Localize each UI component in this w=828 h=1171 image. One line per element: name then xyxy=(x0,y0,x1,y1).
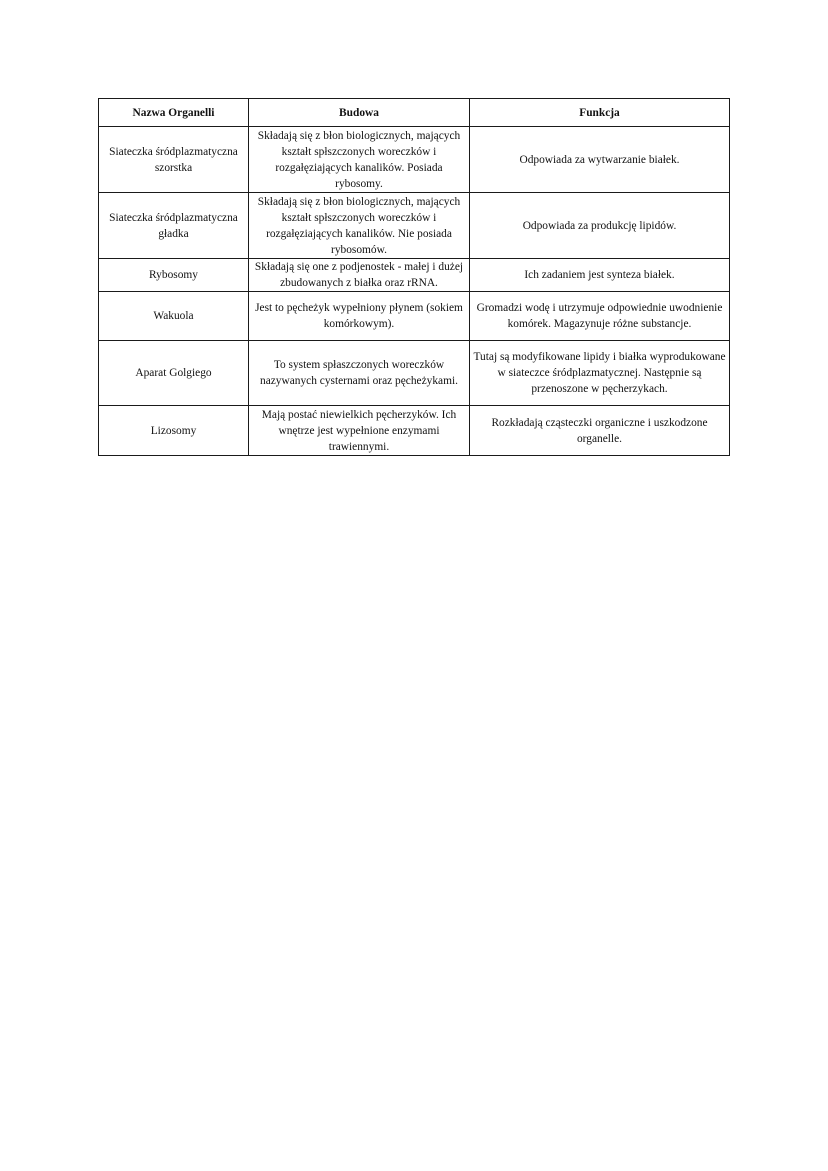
header-structure: Budowa xyxy=(249,99,470,127)
cell-structure: Składają się z błon biologicznych, mających kształt spłszczonych woreczków i rozgałęziających kanalików. Posiada rybosomy. xyxy=(249,127,470,193)
cell-organelle-name: Rybosomy xyxy=(99,259,249,292)
table-row xyxy=(99,193,730,259)
cell-function: Ich zadaniem jest synteza białek. xyxy=(470,259,730,292)
cell-organelle-name: Siateczka śródplazmatyczna gładka xyxy=(99,193,249,259)
cell-structure: Jest to pęcheżyk wypełniony płynem (sokiem komórkowym). xyxy=(249,292,470,341)
cell-function: Gromadzi wodę i utrzymuje odpowiednie uwodnienie komórek. Magazynuje różne substancje. xyxy=(470,292,730,341)
table-row xyxy=(99,341,730,406)
table-row xyxy=(99,259,730,292)
cell-function: Odpowiada za wytwarzanie białek. xyxy=(470,127,730,193)
cell-organelle-name: Siateczka śródplazmatyczna szorstka xyxy=(99,127,249,193)
cell-organelle-name: Aparat Golgiego xyxy=(99,341,249,406)
cell-structure: Składają się one z podjenostek - małej i dużej zbudowanych z białka oraz rRNA. xyxy=(249,259,470,292)
table-header-row xyxy=(99,99,730,127)
table-row xyxy=(99,406,730,456)
cell-organelle-name: Wakuola xyxy=(99,292,249,341)
cell-function: Tutaj są modyfikowane lipidy i białka wyprodukowane w siateczce śródplazmatycznej. Następnie są przenoszone w pęcherzykach. xyxy=(470,341,730,406)
header-name: Nazwa Organelli xyxy=(99,99,249,127)
cell-structure: To system spłaszczonych woreczków nazywanych cysternami oraz pęcheżykami. xyxy=(249,341,470,406)
table-row xyxy=(99,127,730,193)
cell-organelle-name: Lizosomy xyxy=(99,406,249,456)
cell-function: Rozkładają cząsteczki organiczne i uszkodzone organelle. xyxy=(470,406,730,456)
table-row xyxy=(99,292,730,341)
cell-structure: Składają się z błon biologicznych, mających kształt spłszczonych woreczków i rozgałęziających kanalików. Nie posiada rybosomów. xyxy=(249,193,470,259)
cell-structure: Mają postać niewielkich pęcherzyków. Ich wnętrze jest wypełnione enzymami trawiennymi. xyxy=(249,406,470,456)
cell-function: Odpowiada za produkcję lipidów. xyxy=(470,193,730,259)
header-function: Funkcja xyxy=(470,99,730,127)
organelle-table xyxy=(98,98,730,456)
